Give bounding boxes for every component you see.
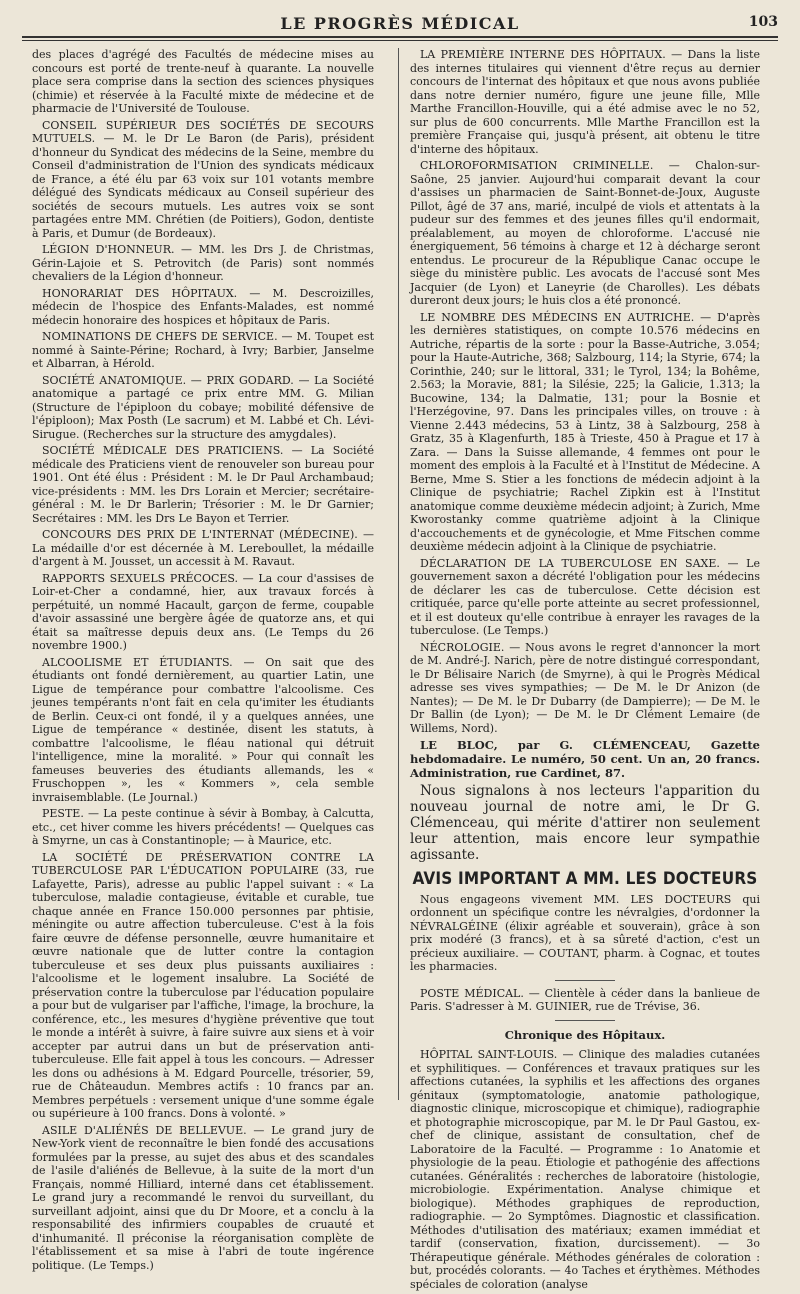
avis-text: Nous engageons vivement MM. LES DOCTEURS qui ordonnent un spécifique contre les névralgies, d'ordonner la NÉVRALGÉINE (élixir agréable et souverain), grâce à son prix modéré (3 francs), et à sa sûreté d'action, c'est un précieux auxiliaire. — COUTANT, pharm. à Cognac, et toutes les pharmacies. [410, 892, 760, 973]
news-item: LE NOMBRE DES MÉDECINS EN AUTRICHE. — D'après les dernières statistiques, on compte 10.576 médecins en Autriche, répartis de la sorte : pour la Basse-Autriche, 3.054; pour la Haute-Autriche, 368; Salzbourg, 114; la Styrie, 674; la Corinthie, 240; sur le littoral, 331; le Tyrol, 134; la Bohême, 2.563; la Moravie, 881; la Silésie, 225; la Galicie, 1.313; la Bucowine, 134; la Dalmatie, 131; pour la Bosnie et l'Herzégovine, 97. Dans les principales villes, on trouve : à Vienne 2.443 médecins, 53 à Lintz, 38 à Salzbourg, 258 à Gratz, 35 à Klagenfurth, 185 à Trieste, 450 à Prague et 17 à Zara. — Dans la Suisse allemande, 4 femmes ont pour le moment des emplois à la Faculté et à l'Institut de Médecine. A Berne, Mme S. Stier a les fonctions de médecin adjoint à la Clinique de psychiatrie; Rachel Zipkin est à l'Institut anatomique comme deuxième médecin adjoint; à Zurich, Mme Kworostanky comme quatrième adjoint à la Clinique d'accouchements et de gynécologie, et Mme Fitschen comme deuxième médecin adjoint à la Clinique de psychiatrie. [410, 310, 760, 553]
news-item: PESTE. — La peste continue à sévir à Bombay, à Calcutta, etc., cet hiver comme les hivers précédents! — Quelques cas à Smyrne, un cas à Constantinople; — à Maurice, etc. [32, 807, 374, 847]
left-column [32, 48, 374, 1275]
news-item: NÉCROLOGIE. — Nous avons le regret d'annoncer la mort de M. André-J. Narich, père de notre distingué correspondant, le Dr Bélisaire Narich (de Smyrne), à qui le Progrès Médical adresse ses vives sympathies; — De M. le Dr Anizon (de Nantes); — De M. le Dr Dubarry (de Dampierre); — De M. le Dr Ballin (de Lyon); — De M. le Dr Clément Lemaire (de Willems, Nord). [410, 640, 760, 735]
news-item: LA SOCIÉTÉ DE PRÉSERVATION CONTRE LA TUBERCULOSE PAR L'ÉDUCATION POPULAIRE (33, rue Lafayette, Paris), adresse au public l'appel suivant : « La tuberculose, maladie contagieuse, évitable et curable, tue chaque année en France 150.000 personnes par phtisie, méningite ou autre affection tuberculeuse. C'est à la fois faire œuvre de défense personnelle, œuvre humanitaire et œuvre nationale que de lutter contre la contagion tuberculeuse et ses deux plus puissants auxiliaires : l'alcoolisme et le logement insalubre. La Société de préservation contre la tuberculose par l'éducation populaire a pour but de vulgariser par l'affiche, l'image, la brochure, la conférence, etc., les mesures d'hygiène préventive que tout le monde a intérêt à suivre, à faire suivre aux siens et à voir accepter par autrui dans un but de préservation anti-tuberculeuse. Elle fait appel à tous les concours. — Adresser les dons ou adhésions à M. Edgard Pourcelle, trésorier, 59, rue de Châteaudun. Membres actifs : 10 francs par an. Membres perpétuels : versement unique d'une somme égale ou supérieure à 100 francs. Dons à volonté. » [32, 850, 374, 1120]
chronique-text: HÔPITAL SAINT-LOUIS. — Clinique des maladies cutanées et syphilitiques. — Conférences et travaux pratiques sur les affections cutanées, la syphilis et les affections des organes génitaux (symptomatologie, anatomie pathologique, diagnostic clinique, microscopique et chimique), radiographie et photographie microscopique, par M. le Dr Paul Gastou, ex-chef de clinique, assistant de consultation, chef de Laboratoire de la Faculté. — Programme : 1o Anatomie et physiologie de la peau. Étiologie et pathogénie des affections cutanées. Généralités : recherches de laboratoire (histologie, microbiologie. Expérimentation. Analyse chimique et biologique). Méthodes graphiques de reproduction, radiographie. — 2o Symptômes. Diagnostic et classification. Méthodes d'utilisation des matériaux; examen immédiat et tardif (conservation, fixation, durcissement). — 3o Thérapeutique générale. Méthodes générales de coloration : but, procédés colorants. — 4o Taches et érythèmes. Méthodes spéciales de coloration (analyse [410, 1048, 760, 1291]
news-item: RAPPORTS SEXUELS PRÉCOCES. — La cour d'assises de Loir-et-Cher a condamné, hier, aux travaux forcés à perpétuité, un nommé Hacault, garçon de ferme, coupable d'avoir assassiné une bergère âgée de quatorze ans, et qui était sa maîtresse depuis deux ans. (Le Temps du 26 novembre 1900.) [32, 571, 374, 652]
bloc-announcement [410, 738, 760, 863]
news-item: HONORARIAT DES HÔPITAUX. — M. Descroizilles, médecin de l'hospice des Enfants-Malades, est nommé médecin honoraire des hospices et hôpitaux de Paris. [32, 286, 374, 327]
short-separator [555, 980, 615, 981]
page-header [22, 6, 778, 36]
news-item: LÉGION D'HONNEUR. — MM. les Drs J. de Christmas, Gérin-Lajoie et S. Petrovitch (de Paris) sont nommés chevaliers de la Légion d'honneur. [32, 243, 374, 283]
header-rule-thin [22, 40, 778, 41]
news-item: ALCOOLISME ET ÉTUDIANTS. — On sait que des étudiants ont fondé dernièrement, au quartier Latin, une Ligue de tempérance pour combattre l'alcoolisme. Ces jeunes tempérants n'ont fait en cela qu'imiter les étudiants de Berlin. Ceux-ci ont fondé, il y a quelques années, une Ligue de tempérance « destinée, disent les statuts, à combattre l'alcoolisme, le fléau national qui détruit l'intelligence, mine la moralité. » Pour qui connaît les fameuses beuveries des étudiants allemands, les « Fruschoppen », les « Kommers », cela semble invraisemblable. (Le Journal.) [32, 655, 374, 804]
column-separator [398, 48, 399, 1100]
page-number: 103 [748, 14, 778, 30]
chronique-title: Chronique des Hôpitaux. [504, 1027, 666, 1042]
right-column [410, 48, 760, 1294]
news-item: ASILE D'ALIÉNÉS DE BELLEVUE. — Le grand jury de New-York vient de reconnaître le bien fondé des accusations formulées par la presse, au sujet des abus et des scandales de l'asile d'aliénés de Bellevue, à la suite de la mort d'un Français, nommé Hilliard, interné dans cet établissement. Le grand jury a recommandé le renvoi du surveillant, du surveillant adjoint, ainsi que du Dr Moore, et a conclu à la responsabilité des infirmiers coupables de cruauté et d'inhumanité. Il préconise la réorganisation complète de l'établissement et sa mise à l'abri de toute ingérence politique. (Le Temps.) [32, 1123, 374, 1272]
journal-title: LE PROGRÈS MÉDICAL [280, 14, 520, 33]
news-item: NOMINATIONS DE CHEFS DE SERVICE. — M. Toupet est nommé à Sainte-Périne; Rochard, à Ivry; Barbier, Janselme et Albarran, à Hérold. [32, 330, 374, 370]
news-item: des places d'agrégé des Facultés de médecine mises au concours est porté de trente-neuf à quarante. La nouvelle place sera comprise dans la section des sciences physiques (chimie) et réservée à la Faculté mixte de médecine et de pharmacie de l'Université de Toulouse. [32, 48, 374, 115]
header-rule [22, 36, 778, 38]
bloc-description: Nous signalons à nos lecteurs l'apparition du nouveau journal de notre ami, le Dr G. Clémenceau, qui mérite d'attirer non seulement leur attention, mais encore leur sympathie agissante. [410, 783, 760, 863]
news-item: SOCIÉTÉ MÉDICALE DES PRATICIENS. — La Société médicale des Praticiens vient de renouveler son bureau pour 1901. Ont été élus : Président : M. le Dr Paul Archambaud; vice-présidents : MM. les Drs Lorain et Mercier; secrétaire-général : M. le Dr Barlerin; Trésorier : M. le Dr Garnier; Secrétaires : MM. les Drs Le Bayon et Terrier. [32, 444, 374, 525]
news-item: CHLOROFORMISATION CRIMINELLE. — Chalon-sur-Saône, 25 janvier. Aujourd'hui comparait devant la cour d'assises un pharmacien de Saint-Bonnet-de-Joux, Auguste Pillot, âgé de 37 ans, marié, inculpé de viols et attentats à la pudeur sur des femmes et des jeunes filles qu'il endormait, préalablement, au moyen de chloroforme. L'accusé nie énergiquement, 56 témoins à charge et 12 à décharge seront entendus. Le procureur de la République Canac occupe le siège du ministère public. Les avocats de l'accusé sont Mes Jacquier (de Lyon) et Laneyrie (de Charolles). Les débats dureront deux jours; le huis clos a été prononcé. [410, 159, 760, 307]
avis-title: AVIS IMPORTANT A MM. LES DOCTEURS [412, 869, 758, 889]
news-item: LA PREMIÈRE INTERNE DES HÔPITAUX. — Dans la liste des internes titulaires qui viennent d'être reçus au dernier concours de l'internat des hôpitaux et que nous avons publiée dans notre dernier numéro, figure une jeune fille, Mlle Marthe Francillon-Houville, qui a été admise avec le no 52, sur plus de 600 concurrents. Mlle Marthe Francillon est la première Française qui, jusqu'à présent, ait obtenu le titre d'interne des hôpitaux. [410, 48, 760, 156]
news-item: CONSEIL SUPÉRIEUR DES SOCIÉTÉS DE SECOURS MUTUELS. — M. le Dr Le Baron (de Paris), président d'honneur du Syndicat des médecins de la Seine, membre du Conseil d'administration de l'Union des syndicats médicaux de France, a été élu par 63 voix sur 101 votants membre délégué des Syndicats médicaux au Conseil supérieur des sociétés de secours mutuels. Les autres voix se sont partagées entre MM. Chrétien (de Poitiers), Godon, dentiste à Paris, et Dumur (de Bordeaux). [32, 118, 374, 240]
bloc-notice: LE BLOC, par G. CLÉMENCEAU, Gazette hebdomadaire. Le numéro, 50 cent. Un an, 20 francs. Administration, rue Cardinet, 87. [410, 738, 760, 780]
poste-medical: POSTE MÉDICAL. — Clientèle à céder dans la banlieue de Paris. S'adresser à M. GUINIER, rue de Trévise, 36. [410, 986, 760, 1013]
news-item: SOCIÉTÉ ANATOMIQUE. — PRIX GODARD. — La Société anatomique a partagé ce prix entre MM. G. Milian (Structure de l'épiploon du cobaye; mobilité défensive de l'épiploon); Max Posth (Le sacrum) et M. Labbé et Ch. Lévi-Sirugue. (Recherches sur la structure des amygdales). [32, 373, 374, 441]
short-separator [555, 1020, 615, 1021]
news-item: DÉCLARATION DE LA TUBERCULOSE EN SAXE. — Le gouvernement saxon a décrété l'obligation pour les médecins de déclarer les cas de tuberculose. Cette décision est critiquée, parce qu'elle porte atteinte au secret professionnel, et il est douteux qu'elle contribue à enrayer les ravages de la tuberculose. (Le Temps.) [410, 556, 760, 637]
news-item: CONCOURS DES PRIX DE L'INTERNAT (MÉDECINE). — La médaille d'or est décernée à M. Lereboullet, la médaille d'argent à M. Jousset, un accessit à M. Ravaut. [32, 528, 374, 568]
